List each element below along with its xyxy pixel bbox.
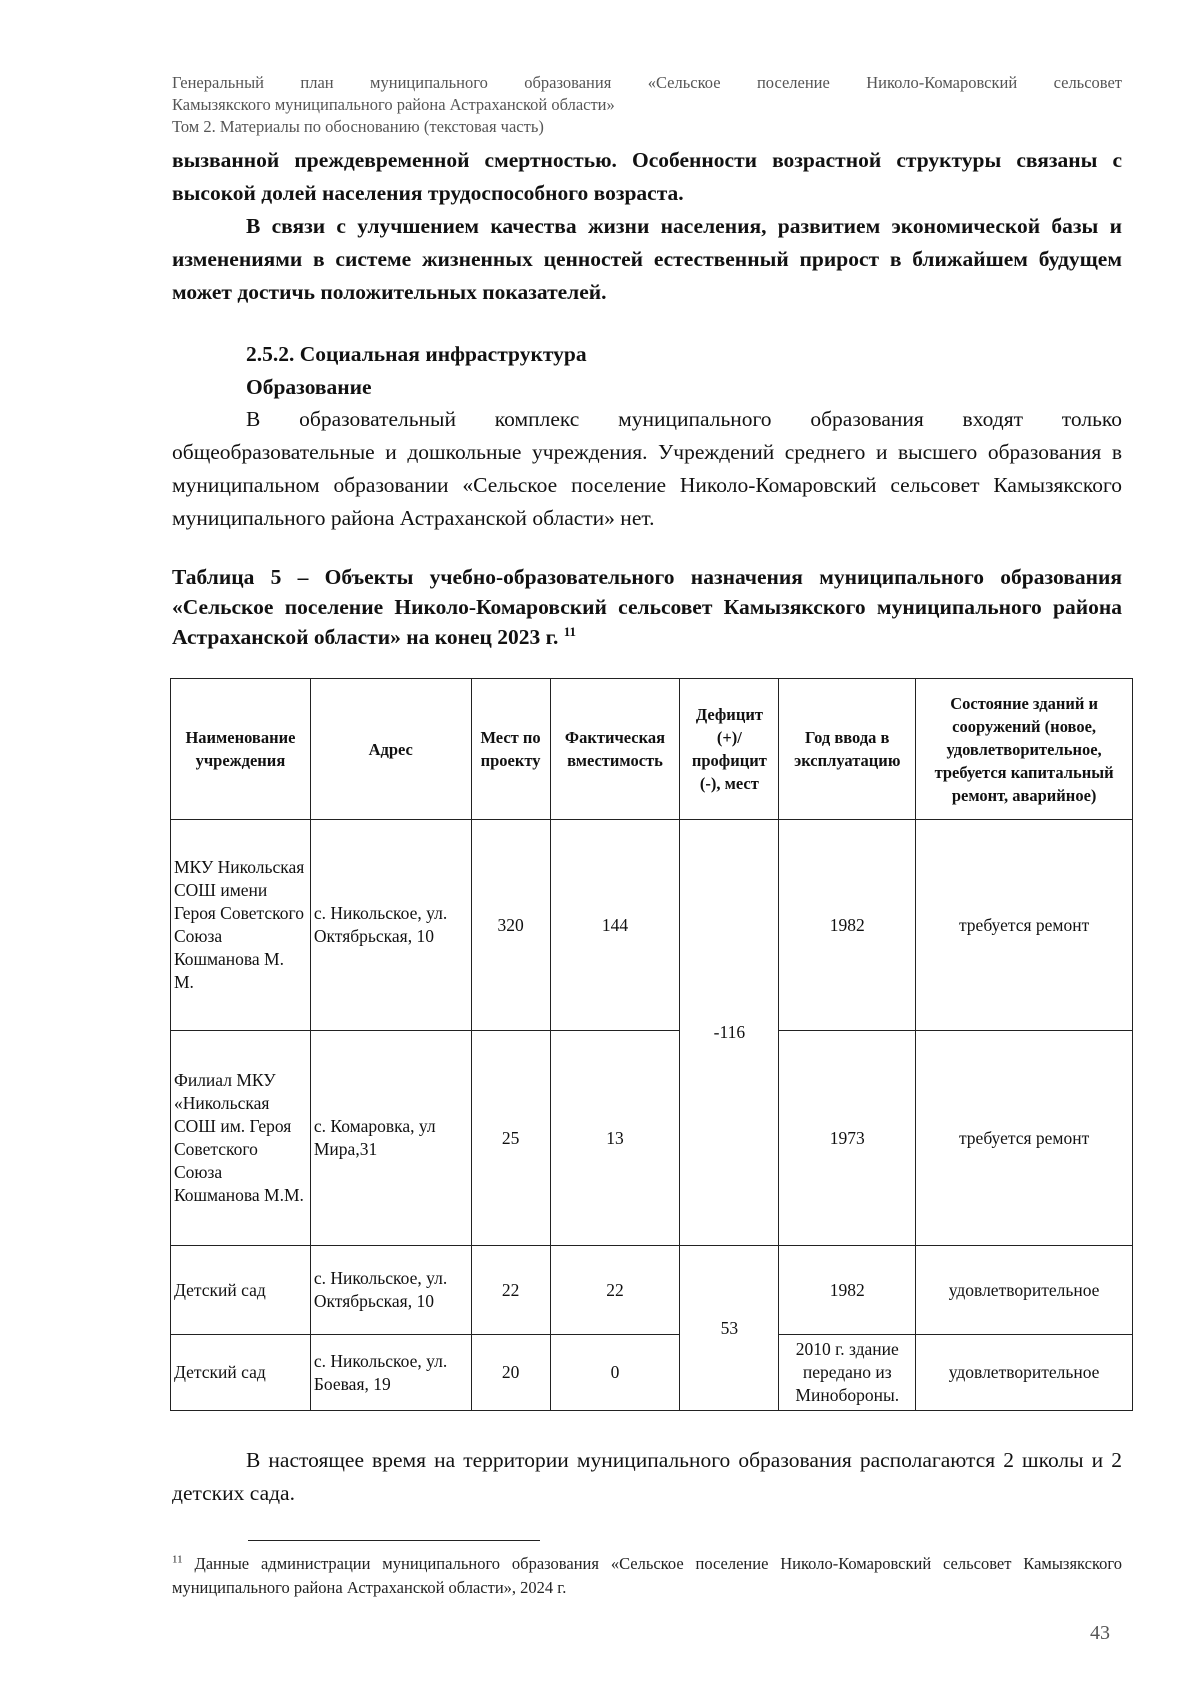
cell-condition: требуется ремонт <box>916 1031 1133 1246</box>
cell-capacity: 22 <box>471 1246 550 1335</box>
cell-deficit-schools: -116 <box>680 820 779 1246</box>
cell-condition: требуется ремонт <box>916 820 1133 1031</box>
subsection-title: Образование <box>246 375 372 399</box>
cell-capacity: 20 <box>471 1335 550 1411</box>
cell-actual: 0 <box>550 1335 680 1411</box>
cell-condition: удовлетворительное <box>916 1335 1133 1411</box>
cell-capacity: 25 <box>471 1031 550 1246</box>
running-header <box>172 72 1122 138</box>
cell-year: 2010 г. здание передано из Минобороны. <box>779 1335 916 1411</box>
paragraph-education: В образовательный комплекс муниципального образования входят только общеобразовательные и дошкольные учреждения. Учреждений среднего и высшего образования в муниципальном образовании «Сельское поселение Николо-Комаровский сельсовет Камызякского муниципального района Астраханской области» нет. <box>172 407 1122 530</box>
cell-year: 1982 <box>779 820 916 1031</box>
header-name: Наименование учреждения <box>171 679 311 820</box>
cell-name: Филиал МКУ «Никольская СОШ им. Героя Советского Союза Кошманова М.М. <box>171 1031 311 1246</box>
paragraph-mortality: вызванной преждевременной смертностью. Особенности возрастной структуры связаны с высокой долей населения трудоспособного возраста. <box>172 148 1122 205</box>
cell-name: МКУ Никольская СОШ имени Героя Советского Союза Кошманова М. М. <box>171 820 311 1031</box>
footnote <box>172 1552 1122 1600</box>
header-condition: Состояние зданий и сооружений (новое, удовлетворительное, требуется капитальный ремонт, аварийное) <box>916 679 1133 820</box>
cell-actual: 144 <box>550 820 680 1031</box>
cell-name: Детский сад <box>171 1246 311 1335</box>
page-number: 43 <box>1090 1622 1110 1644</box>
footnote-text: Данные администрации муниципального образования «Сельское поселение Николо-Комаровский сельсовет Камызякского муниципального района Астраханской области», 2024 г. <box>172 1554 1123 1597</box>
header-line-1: Генеральный план муниципального образования «Сельское поселение Николо-Комаровский сельсовет <box>172 73 1122 92</box>
cell-year: 1973 <box>779 1031 916 1246</box>
cell-address: с. Никольское, ул. Октябрьская, 10 <box>310 1246 471 1335</box>
table-row <box>171 1246 1133 1335</box>
cell-actual: 13 <box>550 1031 680 1246</box>
paragraph-natural-growth: В связи с улучшением качества жизни населения, развитием экономической базы и изменениями в системе жизненных ценностей естественный прирост в ближайшем будущем может достичь положительных показателей. <box>172 214 1122 304</box>
table-caption-text: Таблица 5 – Объекты учебно-образовательного назначения муниципального образования «Сельское поселение Николо-Комаровский сельсовет Камызякского муниципального района Астраханской области» на конец 2023 г. <box>172 565 1122 649</box>
table-header-row <box>171 679 1133 820</box>
footnote-number: 11 <box>172 1553 183 1566</box>
table-row <box>171 1335 1133 1411</box>
header-address: Адрес <box>310 679 471 820</box>
table-caption <box>172 562 1122 652</box>
cell-address: с. Никольское, ул. Боевая, 19 <box>310 1335 471 1411</box>
cell-name: Детский сад <box>171 1335 311 1411</box>
cell-capacity: 320 <box>471 820 550 1031</box>
header-line-2: Камызякского муниципального района Астраханской области» <box>172 95 615 114</box>
cell-address: с. Комаровка, ул Мира,31 <box>310 1031 471 1246</box>
header-capacity: Мест по проекту <box>471 679 550 820</box>
cell-deficit-kindergartens: 53 <box>680 1246 779 1411</box>
section-title: 2.5.2. Социальная инфраструктура <box>246 342 587 366</box>
paragraph-schools-count: В настоящее время на территории муниципального образования располагаются 2 школы и 2 детских сада. <box>172 1448 1122 1505</box>
footnote-reference: 11 <box>563 623 577 639</box>
header-actual: Фактическая вместимость <box>550 679 680 820</box>
header-line-3: Том 2. Материалы по обоснованию (текстовая часть) <box>172 117 544 136</box>
header-year: Год ввода в эксплуатацию <box>779 679 916 820</box>
cell-year: 1982 <box>779 1246 916 1335</box>
table-row <box>171 820 1133 1031</box>
header-deficit: Дефицит (+)/ профицит (-), мест <box>680 679 779 820</box>
education-facilities-table <box>170 678 1133 1411</box>
cell-condition: удовлетворительное <box>916 1246 1133 1335</box>
footnote-separator <box>248 1540 540 1541</box>
table-row <box>171 1031 1133 1246</box>
cell-actual: 22 <box>550 1246 680 1335</box>
cell-address: с. Никольское, ул. Октябрьская, 10 <box>310 820 471 1031</box>
